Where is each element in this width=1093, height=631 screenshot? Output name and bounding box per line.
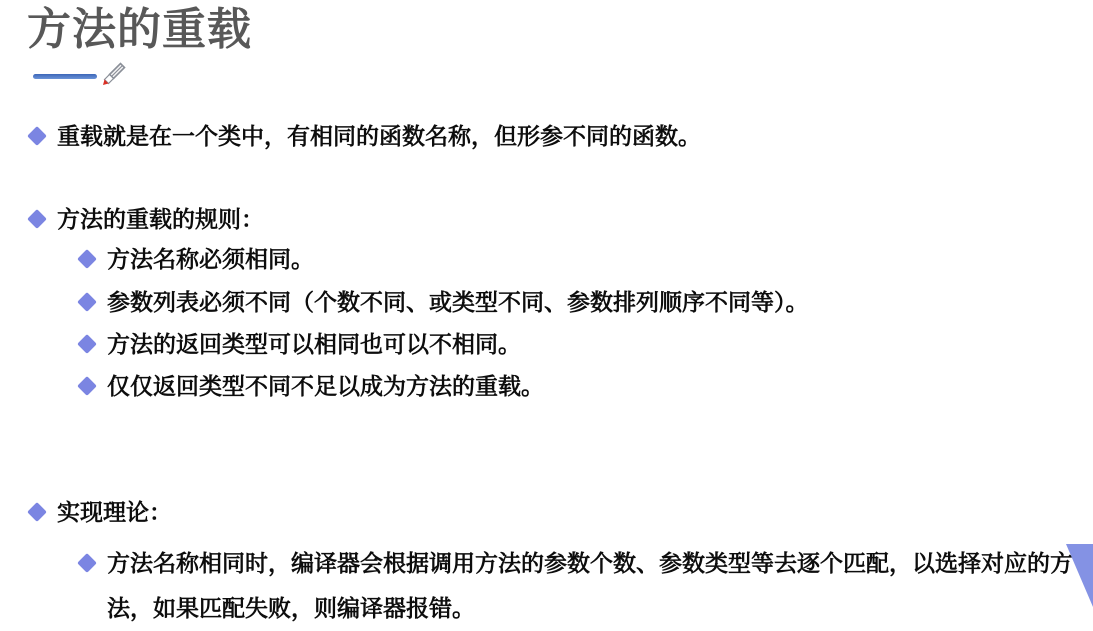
bullet-text: 方法名称必须相同。 bbox=[107, 246, 314, 272]
diamond-bullet-icon bbox=[77, 249, 97, 269]
bullet-text: 方法的返回类型可以相同也可以不相同。 bbox=[107, 331, 521, 357]
bullet-text: 仅仅返回类型不同不足以成为方法的重载。 bbox=[107, 373, 544, 399]
bullet-item bbox=[28, 204, 264, 235]
bullet-text: 重载就是在一个类中，有相同的函数名称，但形参不同的函数。 bbox=[57, 123, 701, 149]
bullet-item bbox=[78, 244, 314, 275]
diamond-bullet-icon bbox=[27, 126, 47, 146]
bullet-item bbox=[78, 329, 521, 360]
bullet-text: 方法名称相同时，编译器会根据调用方法的参数个数、参数类型等去逐个匹配，以选择对应的方法，如果匹配失败，则编译器报错。 bbox=[107, 550, 1073, 621]
bullet-text: 参数列表必须不同（个数不同、或类型不同、参数排列顺序不同等）。 bbox=[107, 289, 809, 315]
diamond-bullet-icon bbox=[77, 376, 97, 396]
diamond-bullet-icon bbox=[27, 502, 47, 522]
bullet-text: 方法的重载的规则： bbox=[57, 206, 264, 232]
diamond-bullet-icon bbox=[77, 292, 97, 312]
corner-triangle-decoration-icon bbox=[1066, 543, 1093, 609]
bullet-item bbox=[28, 121, 701, 152]
title-underline bbox=[33, 74, 97, 79]
diamond-bullet-icon bbox=[77, 334, 97, 354]
diamond-bullet-icon bbox=[27, 209, 47, 229]
pencil-icon bbox=[100, 58, 127, 87]
page-title: 方法的重载 bbox=[27, 5, 252, 54]
bullet-item bbox=[78, 287, 809, 318]
bullet-item bbox=[28, 497, 172, 528]
bullet-item bbox=[78, 371, 544, 402]
diamond-bullet-icon bbox=[77, 553, 97, 573]
bullet-text: 实现理论： bbox=[57, 499, 172, 525]
bullet-item bbox=[78, 541, 1081, 631]
